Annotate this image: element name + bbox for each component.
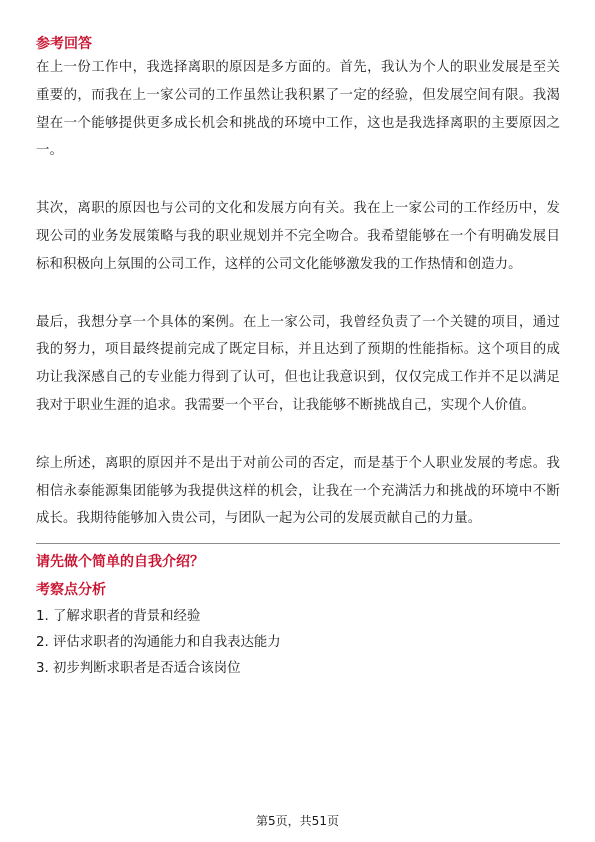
page-number: 第5页，共51页 — [256, 814, 339, 828]
list-item: 1. 了解求职者的背景和经验 — [36, 609, 201, 625]
answer-paragraph-4: 综上所述，离职的原因并不是出于对前公司的否定，而是基于个人职业发展的考虑。我相信永泰能源集团能够为我提供这样的机会，让我在一个充满活力和挑战的环境中不断成长。我期待能够加入贵公司，与团队一起为公司的发展贡献自己的力量。 — [36, 455, 560, 527]
list-item: 2. 评估求职者的沟通能力和自我表达能力 — [36, 635, 281, 651]
answer-heading: 参考回答 — [36, 36, 92, 52]
analysis-list — [36, 604, 560, 682]
section-divider — [36, 543, 560, 544]
paragraph-spacer — [36, 165, 560, 195]
answer-paragraph-1: 在上一份工作中，我选择离职的原因是多方面的。首先，我认为个人的职业发展是至关重要的，而我在上一家公司的工作虽然让我积累了一定的经验，但发展空间有限。我渴望在一个能够提供更多成长机会和挑战的环境中工作，这也是我选择离职的主要原因之一。 — [36, 60, 560, 159]
question-title: 请先做个简单的自我介绍？ — [36, 554, 204, 571]
paragraph-spacer — [36, 279, 560, 309]
answer-paragraph-3: 最后，我想分享一个具体的案例。在上一家公司，我曾经负责了一个关键的项目，通过我的努力，项目最终提前完成了既定目标，并且达到了预期的性能指标。这个项目的成功让我深感自己的专业能力得到了认可，但也让我意识到，仅仅完成工作并不足以满足我对于职业生涯的追求。我需要一个平台，让我能够不断挑战自己，实现个人价值。 — [36, 314, 560, 413]
list-item: 3. 初步判断求职者是否适合该岗位 — [36, 661, 241, 677]
analysis-heading: 考察点分析 — [36, 582, 106, 599]
paragraph-spacer — [36, 420, 560, 450]
answer-paragraph-2: 其次，离职的原因也与公司的文化和发展方向有关。我在上一家公司的工作经历中，发现公司的业务发展策略与我的职业规划并不完全吻合。我希望能够在一个有明确发展目标和积极向上氛围的公司工作，这样的公司文化能够激发我的工作热情和创造力。 — [36, 201, 560, 272]
page-content — [36, 34, 560, 682]
